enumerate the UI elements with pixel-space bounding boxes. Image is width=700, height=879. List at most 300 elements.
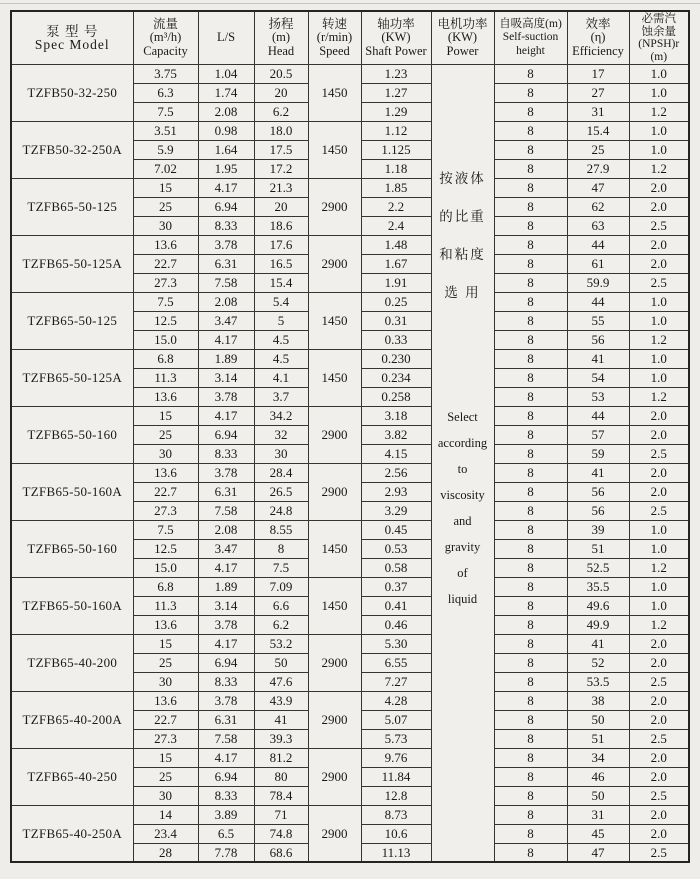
shaft-power-cell: 1.67 [361, 254, 431, 273]
header-line: height [516, 44, 545, 57]
speed-cell: 2900 [308, 463, 361, 520]
header-line: Spec Model [34, 37, 110, 52]
head-cell: 5 [254, 311, 308, 330]
head-cell: 39.3 [254, 729, 308, 748]
efficiency-cell: 41 [567, 349, 629, 368]
npsh-cell: 2.0 [629, 634, 689, 653]
npsh-cell: 2.5 [629, 216, 689, 235]
table-row [11, 805, 689, 824]
ls-cell: 3.78 [198, 235, 254, 254]
efficiency-cell: 39 [567, 520, 629, 539]
shaft-power-cell: 1.91 [361, 273, 431, 292]
ls-cell: 1.89 [198, 349, 254, 368]
ls-cell: 1.64 [198, 140, 254, 159]
shaft-power-cell: 4.28 [361, 691, 431, 710]
shaft-power-cell: 2.93 [361, 482, 431, 501]
efficiency-cell: 50 [567, 710, 629, 729]
head-cell: 26.5 [254, 482, 308, 501]
speed-cell: 1450 [308, 121, 361, 178]
speed-cell: 2900 [308, 748, 361, 805]
head-cell: 20 [254, 197, 308, 216]
shaft-power-cell: 0.45 [361, 520, 431, 539]
header-line: Shaft Power [365, 43, 427, 58]
header-line: Self-suction [502, 31, 559, 44]
efficiency-cell: 59 [567, 444, 629, 463]
efficiency-cell: 61 [567, 254, 629, 273]
speed-cell: 1450 [308, 577, 361, 634]
table-row [11, 577, 689, 596]
capacity-cell: 6.8 [133, 577, 198, 596]
suction-height-cell: 8 [494, 615, 567, 634]
head-cell: 20.5 [254, 64, 308, 83]
ls-cell: 6.31 [198, 254, 254, 273]
header-line: Efficiency [572, 43, 624, 58]
ls-cell: 4.17 [198, 558, 254, 577]
efficiency-cell: 52.5 [567, 558, 629, 577]
suction-height-cell: 8 [494, 805, 567, 824]
suction-height-cell: 8 [494, 349, 567, 368]
shaft-power-cell: 5.73 [361, 729, 431, 748]
suction-height-cell: 8 [494, 748, 567, 767]
header-line: 必需汽 [641, 13, 676, 25]
capacity-cell: 5.9 [133, 140, 198, 159]
suction-height-cell: 8 [494, 273, 567, 292]
capacity-cell: 12.5 [133, 539, 198, 558]
suction-height-cell: 8 [494, 520, 567, 539]
npsh-cell: 2.5 [629, 786, 689, 805]
header-line: Speed [319, 43, 350, 58]
ls-cell: 3.14 [198, 596, 254, 615]
efficiency-cell: 47 [567, 843, 629, 862]
shaft-power-cell: 0.31 [361, 311, 431, 330]
header-line: 轴功率 [377, 16, 415, 31]
shaft-power-cell: 1.12 [361, 121, 431, 140]
ls-cell: 1.74 [198, 83, 254, 102]
speed-cell: 2900 [308, 178, 361, 235]
head-cell: 4.1 [254, 368, 308, 387]
suction-height-cell: 8 [494, 425, 567, 444]
suction-height-cell: 8 [494, 691, 567, 710]
capacity-cell: 15 [133, 634, 198, 653]
suction-height-cell: 8 [494, 387, 567, 406]
ls-cell: 6.31 [198, 482, 254, 501]
head-cell: 18.6 [254, 216, 308, 235]
efficiency-cell: 56 [567, 330, 629, 349]
ls-cell: 8.33 [198, 672, 254, 691]
ls-cell: 6.94 [198, 653, 254, 672]
capacity-cell: 12.5 [133, 311, 198, 330]
shaft-power-cell: 2.4 [361, 216, 431, 235]
header-efficiency [567, 11, 629, 64]
suction-height-cell: 8 [494, 767, 567, 786]
npsh-cell: 1.0 [629, 368, 689, 387]
shaft-power-cell: 6.55 [361, 653, 431, 672]
shaft-power-cell: 2.56 [361, 463, 431, 482]
npsh-cell: 1.0 [629, 140, 689, 159]
npsh-cell: 1.0 [629, 539, 689, 558]
head-cell: 21.3 [254, 178, 308, 197]
capacity-cell: 14 [133, 805, 198, 824]
shaft-power-cell: 0.58 [361, 558, 431, 577]
head-cell: 17.5 [254, 140, 308, 159]
header-line: 自吸高度(m) [499, 17, 562, 30]
efficiency-cell: 38 [567, 691, 629, 710]
capacity-cell: 30 [133, 786, 198, 805]
head-cell: 6.6 [254, 596, 308, 615]
ls-cell: 8.33 [198, 444, 254, 463]
capacity-cell: 30 [133, 672, 198, 691]
power-note-line-en: of [457, 565, 468, 580]
header-motor-power [431, 11, 494, 64]
ls-cell: 6.5 [198, 824, 254, 843]
header-line: (m) [271, 30, 291, 45]
shaft-power-cell: 7.27 [361, 672, 431, 691]
ls-cell: 4.17 [198, 634, 254, 653]
efficiency-cell: 27.9 [567, 159, 629, 178]
capacity-cell: 6.8 [133, 349, 198, 368]
suction-height-cell: 8 [494, 786, 567, 805]
efficiency-cell: 46 [567, 767, 629, 786]
ls-cell: 8.33 [198, 216, 254, 235]
shaft-power-cell: 0.258 [361, 387, 431, 406]
shaft-power-cell: 3.18 [361, 406, 431, 425]
capacity-cell: 13.6 [133, 387, 198, 406]
head-cell: 16.5 [254, 254, 308, 273]
power-note-line-cn: 选 用 [444, 284, 481, 300]
model-cell: TZFB65-50-160 [11, 406, 133, 463]
npsh-cell: 2.0 [629, 805, 689, 824]
ls-cell: 3.89 [198, 805, 254, 824]
npsh-cell: 1.0 [629, 596, 689, 615]
head-cell: 8.55 [254, 520, 308, 539]
shaft-power-cell: 2.2 [361, 197, 431, 216]
header-shaft-power [361, 11, 431, 64]
capacity-cell: 13.6 [133, 463, 198, 482]
pump-spec-table [10, 10, 690, 863]
efficiency-cell: 49.6 [567, 596, 629, 615]
capacity-cell: 28 [133, 843, 198, 862]
efficiency-cell: 41 [567, 634, 629, 653]
capacity-cell: 22.7 [133, 710, 198, 729]
head-cell: 4.5 [254, 330, 308, 349]
npsh-cell: 1.0 [629, 520, 689, 539]
capacity-cell: 15 [133, 178, 198, 197]
table-row [11, 520, 689, 539]
shaft-power-cell: 0.230 [361, 349, 431, 368]
model-cell: TZFB50-32-250A [11, 121, 133, 178]
speed-cell: 2900 [308, 406, 361, 463]
ls-cell: 3.78 [198, 691, 254, 710]
npsh-cell: 1.2 [629, 558, 689, 577]
ls-cell: 0.98 [198, 121, 254, 140]
npsh-cell: 1.0 [629, 121, 689, 140]
suction-height-cell: 8 [494, 729, 567, 748]
head-cell: 20 [254, 83, 308, 102]
shaft-power-cell: 1.23 [361, 64, 431, 83]
efficiency-cell: 17 [567, 64, 629, 83]
header-line: 转速 [321, 16, 347, 31]
ls-cell: 7.58 [198, 729, 254, 748]
power-selection-note [432, 171, 494, 607]
header-line: 蚀余量 [641, 25, 676, 38]
efficiency-cell: 45 [567, 824, 629, 843]
capacity-cell: 6.3 [133, 83, 198, 102]
efficiency-cell: 35.5 [567, 577, 629, 596]
shaft-power-cell: 0.33 [361, 330, 431, 349]
speed-cell: 2900 [308, 634, 361, 691]
efficiency-cell: 44 [567, 292, 629, 311]
shaft-power-cell: 1.18 [361, 159, 431, 178]
suction-height-cell: 8 [494, 292, 567, 311]
capacity-cell: 7.02 [133, 159, 198, 178]
capacity-cell: 3.75 [133, 64, 198, 83]
suction-height-cell: 8 [494, 64, 567, 83]
suction-height-cell: 8 [494, 311, 567, 330]
head-cell: 3.7 [254, 387, 308, 406]
suction-height-cell: 8 [494, 824, 567, 843]
efficiency-cell: 44 [567, 235, 629, 254]
npsh-cell: 1.0 [629, 292, 689, 311]
capacity-cell: 3.51 [133, 121, 198, 140]
efficiency-cell: 49.9 [567, 615, 629, 634]
head-cell: 41 [254, 710, 308, 729]
header-line: 泵 型 号 [46, 23, 99, 39]
npsh-cell: 2.0 [629, 178, 689, 197]
npsh-cell: 1.0 [629, 64, 689, 83]
ls-cell: 2.08 [198, 102, 254, 121]
power-note-line-en: and [453, 513, 472, 528]
capacity-cell: 11.3 [133, 368, 198, 387]
speed-cell: 2900 [308, 805, 361, 862]
head-cell: 18.0 [254, 121, 308, 140]
capacity-cell: 27.3 [133, 501, 198, 520]
model-cell: TZFB65-50-125A [11, 235, 133, 292]
head-cell: 68.6 [254, 843, 308, 862]
ls-cell: 1.89 [198, 577, 254, 596]
ls-cell: 1.04 [198, 64, 254, 83]
header-line: (KW) [381, 30, 411, 45]
efficiency-cell: 62 [567, 197, 629, 216]
speed-cell: 1450 [308, 520, 361, 577]
npsh-cell: 2.0 [629, 824, 689, 843]
npsh-cell: 1.0 [629, 311, 689, 330]
power-note-line-en: according [437, 435, 488, 450]
npsh-cell: 2.0 [629, 767, 689, 786]
efficiency-cell: 15.4 [567, 121, 629, 140]
power-note-line-en: viscosity [440, 487, 485, 502]
efficiency-cell: 41 [567, 463, 629, 482]
suction-height-cell: 8 [494, 216, 567, 235]
table-row [11, 235, 689, 254]
capacity-cell: 15 [133, 406, 198, 425]
ls-cell: 3.14 [198, 368, 254, 387]
capacity-cell: 11.3 [133, 596, 198, 615]
power-note-line-en: liquid [447, 591, 478, 606]
suction-height-cell: 8 [494, 463, 567, 482]
capacity-cell: 30 [133, 216, 198, 235]
head-cell: 7.09 [254, 577, 308, 596]
capacity-cell: 13.6 [133, 235, 198, 254]
table-row [11, 463, 689, 482]
ls-cell: 7.58 [198, 273, 254, 292]
model-cell: TZFB65-40-200A [11, 691, 133, 748]
table-row [11, 748, 689, 767]
efficiency-cell: 50 [567, 786, 629, 805]
efficiency-cell: 57 [567, 425, 629, 444]
header-line: (r/min) [316, 30, 353, 45]
shaft-power-cell: 10.6 [361, 824, 431, 843]
suction-height-cell: 8 [494, 83, 567, 102]
npsh-cell: 2.0 [629, 482, 689, 501]
table-row [11, 121, 689, 140]
shaft-power-cell: 5.07 [361, 710, 431, 729]
ls-cell: 3.47 [198, 539, 254, 558]
head-cell: 74.8 [254, 824, 308, 843]
ls-cell: 4.17 [198, 178, 254, 197]
header-line: 效率 [585, 16, 611, 31]
efficiency-cell: 56 [567, 482, 629, 501]
head-cell: 34.2 [254, 406, 308, 425]
npsh-cell: 2.0 [629, 691, 689, 710]
header-speed [308, 11, 361, 64]
npsh-cell: 2.0 [629, 235, 689, 254]
capacity-cell: 15.0 [133, 330, 198, 349]
suction-height-cell: 8 [494, 672, 567, 691]
efficiency-cell: 51 [567, 539, 629, 558]
shaft-power-cell: 9.76 [361, 748, 431, 767]
header-line: 电机功率 [437, 16, 488, 31]
efficiency-cell: 44 [567, 406, 629, 425]
speed-cell: 1450 [308, 64, 361, 121]
suction-height-cell: 8 [494, 577, 567, 596]
capacity-cell: 13.6 [133, 615, 198, 634]
header-head [254, 11, 308, 64]
header-line: 流量 [152, 16, 178, 31]
header-ls [198, 11, 254, 64]
head-cell: 53.2 [254, 634, 308, 653]
shaft-power-cell: 12.8 [361, 786, 431, 805]
npsh-cell: 2.0 [629, 653, 689, 672]
capacity-cell: 25 [133, 425, 198, 444]
ls-cell: 4.17 [198, 330, 254, 349]
shaft-power-cell: 3.29 [361, 501, 431, 520]
capacity-cell: 7.5 [133, 520, 198, 539]
shaft-power-cell: 11.84 [361, 767, 431, 786]
shaft-power-cell: 0.41 [361, 596, 431, 615]
header-line: L/S [216, 30, 236, 45]
head-cell: 24.8 [254, 501, 308, 520]
suction-height-cell: 8 [494, 539, 567, 558]
ls-cell: 3.47 [198, 311, 254, 330]
header-line: (NPSH)r [638, 38, 680, 50]
header-line: (KW) [447, 30, 478, 45]
shaft-power-cell: 1.27 [361, 83, 431, 102]
head-cell: 71 [254, 805, 308, 824]
ls-cell: 3.78 [198, 615, 254, 634]
head-cell: 30 [254, 444, 308, 463]
shaft-power-cell: 3.82 [361, 425, 431, 444]
shaft-power-cell: 0.53 [361, 539, 431, 558]
efficiency-cell: 52 [567, 653, 629, 672]
npsh-cell: 2.5 [629, 501, 689, 520]
ls-cell: 6.94 [198, 767, 254, 786]
suction-height-cell: 8 [494, 197, 567, 216]
npsh-cell: 2.0 [629, 254, 689, 273]
shaft-power-cell: 1.85 [361, 178, 431, 197]
ls-cell: 6.31 [198, 710, 254, 729]
efficiency-cell: 25 [567, 140, 629, 159]
ls-cell: 2.08 [198, 292, 254, 311]
page-top-edge-line [0, 3, 700, 4]
header-line: Power [446, 43, 479, 58]
head-cell: 17.6 [254, 235, 308, 254]
model-cell: TZFB65-50-160 [11, 520, 133, 577]
efficiency-cell: 31 [567, 102, 629, 121]
npsh-cell: 1.0 [629, 83, 689, 102]
efficiency-cell: 51 [567, 729, 629, 748]
shaft-power-cell: 0.25 [361, 292, 431, 311]
header-line: 扬程 [268, 16, 294, 31]
shaft-power-cell: 11.13 [361, 843, 431, 862]
capacity-cell: 22.7 [133, 254, 198, 273]
table-row [11, 634, 689, 653]
efficiency-cell: 56 [567, 501, 629, 520]
head-cell: 78.4 [254, 786, 308, 805]
capacity-cell: 13.6 [133, 691, 198, 710]
npsh-cell: 2.5 [629, 444, 689, 463]
table-row [11, 64, 689, 83]
power-note-line-cn: 和粘度 [439, 246, 486, 262]
npsh-cell: 2.5 [629, 273, 689, 292]
header-spec-model [11, 11, 133, 64]
model-cell: TZFB65-50-125 [11, 178, 133, 235]
capacity-cell: 25 [133, 653, 198, 672]
ls-cell: 6.94 [198, 425, 254, 444]
table-row [11, 292, 689, 311]
shaft-power-cell: 0.37 [361, 577, 431, 596]
npsh-cell: 2.5 [629, 843, 689, 862]
suction-height-cell: 8 [494, 254, 567, 273]
capacity-cell: 25 [133, 197, 198, 216]
shaft-power-cell: 8.73 [361, 805, 431, 824]
npsh-cell: 1.0 [629, 349, 689, 368]
capacity-cell: 7.5 [133, 292, 198, 311]
suction-height-cell: 8 [494, 102, 567, 121]
suction-height-cell: 8 [494, 406, 567, 425]
head-cell: 80 [254, 767, 308, 786]
power-note-line-en: Select [447, 409, 478, 424]
head-cell: 43.9 [254, 691, 308, 710]
efficiency-cell: 54 [567, 368, 629, 387]
speed-cell: 2900 [308, 235, 361, 292]
model-cell: TZFB65-50-125 [11, 292, 133, 349]
capacity-cell: 7.5 [133, 102, 198, 121]
model-cell: TZFB65-40-250 [11, 748, 133, 805]
suction-height-cell: 8 [494, 596, 567, 615]
suction-height-cell: 8 [494, 634, 567, 653]
model-cell: TZFB65-40-200 [11, 634, 133, 691]
npsh-cell: 1.0 [629, 577, 689, 596]
shaft-power-cell: 4.15 [361, 444, 431, 463]
header-npsh [629, 11, 689, 64]
efficiency-cell: 53 [567, 387, 629, 406]
power-note-line-en: gravity [444, 539, 481, 554]
shaft-power-cell: 0.46 [361, 615, 431, 634]
ls-cell: 4.17 [198, 748, 254, 767]
table-row [11, 178, 689, 197]
model-cell: TZFB50-32-250 [11, 64, 133, 121]
capacity-cell: 15 [133, 748, 198, 767]
